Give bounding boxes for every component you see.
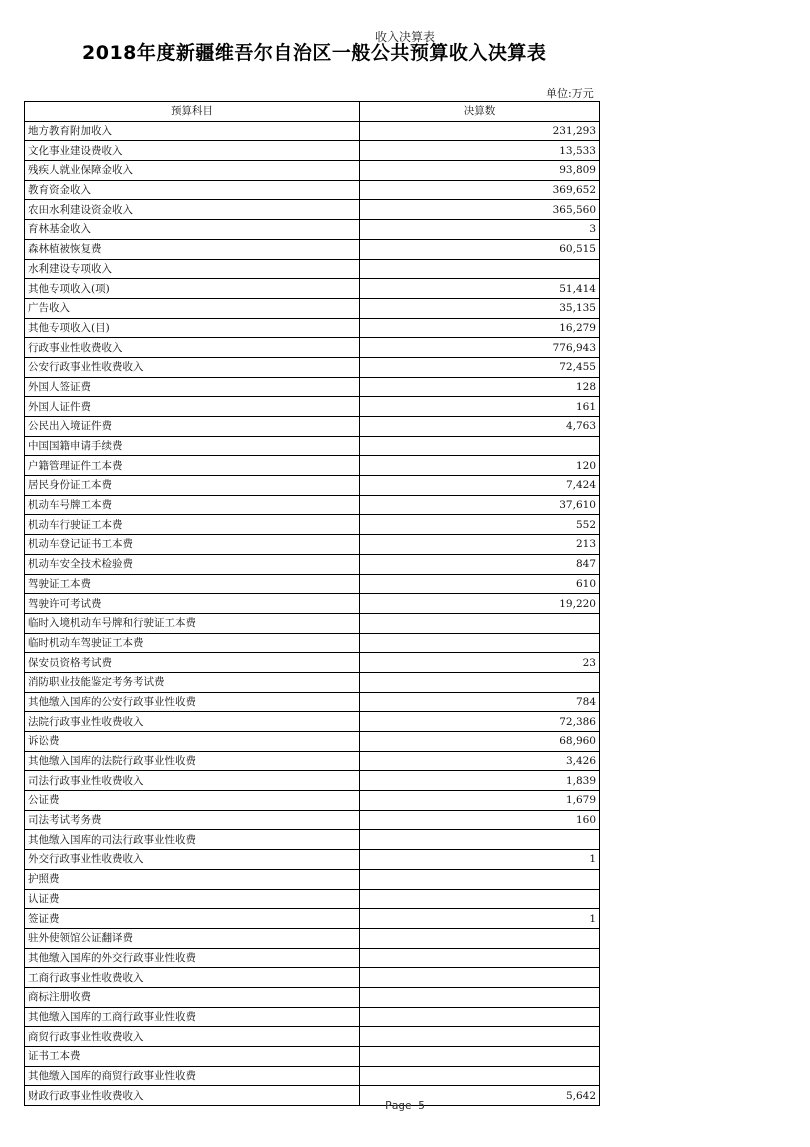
row-item-name: 广告收入: [25, 298, 360, 318]
row-item-name: 商贸行政事业性收费收入: [25, 1027, 360, 1047]
row-item-name: 文化事业建设费收入: [25, 141, 360, 161]
row-item-name: 外交行政事业性收费收入: [25, 850, 360, 870]
page-title: 2018年度新疆维吾尔自治区一般公共预算收入决算表: [82, 42, 547, 64]
row-item-value: 60,515: [360, 239, 600, 259]
row-item-name: 临时入境机动车号牌和行驶证工本费: [25, 613, 360, 633]
row-item-value: [360, 259, 600, 279]
row-item-value: [360, 987, 600, 1007]
table-row: [25, 672, 600, 692]
table-row: [25, 141, 600, 161]
row-item-name: 商标注册收费: [25, 987, 360, 1007]
row-item-value: 231,293: [360, 121, 600, 141]
row-item-value: 776,943: [360, 338, 600, 358]
table-row: [25, 318, 600, 338]
row-item-name: 残疾人就业保障金收入: [25, 161, 360, 181]
row-item-value: [360, 869, 600, 889]
row-item-name: 驾驶许可考试费: [25, 594, 360, 614]
table-row: [25, 220, 600, 240]
row-item-name: 外国人证件费: [25, 397, 360, 417]
row-item-name: 机动车安全技术检验费: [25, 554, 360, 574]
row-item-name: 司法考试考务费: [25, 810, 360, 830]
row-item-value: 160: [360, 810, 600, 830]
table-row: [25, 495, 600, 515]
row-item-value: 1: [360, 909, 600, 929]
row-item-name: 其他缴入国库的工商行政事业性收费: [25, 1007, 360, 1027]
table-row: [25, 515, 600, 535]
table-row: [25, 554, 600, 574]
table-row: [25, 791, 600, 811]
row-item-value: 213: [360, 535, 600, 555]
row-item-name: 机动车行驶证工本费: [25, 515, 360, 535]
row-item-value: 3,426: [360, 751, 600, 771]
row-item-value: [360, 928, 600, 948]
table-row: [25, 633, 600, 653]
row-item-name: 育林基金收入: [25, 220, 360, 240]
row-item-name: 法院行政事业性收费收入: [25, 712, 360, 732]
row-item-name: 公安行政事业性收费收入: [25, 357, 360, 377]
row-item-value: 1,679: [360, 791, 600, 811]
table-row: [25, 810, 600, 830]
table-row: [25, 279, 600, 299]
row-item-value: 51,414: [360, 279, 600, 299]
table-body: [25, 121, 600, 1105]
table-row: [25, 397, 600, 417]
row-item-name: 消防职业技能鉴定考务考试费: [25, 672, 360, 692]
row-item-name: 水利建设专项收入: [25, 259, 360, 279]
table-row: [25, 535, 600, 555]
table-row: [25, 692, 600, 712]
row-item-name: 地方教育附加收入: [25, 121, 360, 141]
row-item-name: 签证费: [25, 909, 360, 929]
budget-revenue-table: [24, 101, 600, 1106]
row-item-value: 3: [360, 220, 600, 240]
row-item-name: 保安员资格考试费: [25, 653, 360, 673]
table-row: [25, 732, 600, 752]
row-item-value: [360, 968, 600, 988]
row-item-value: 13,533: [360, 141, 600, 161]
row-item-name: 其他缴入国库的商贸行政事业性收费: [25, 1066, 360, 1086]
table-row: [25, 751, 600, 771]
row-item-value: [360, 1047, 600, 1067]
table-row: [25, 298, 600, 318]
table-row: [25, 456, 600, 476]
row-item-value: 552: [360, 515, 600, 535]
row-item-name: 其他缴入国库的外交行政事业性收费: [25, 948, 360, 968]
table-row: [25, 1066, 600, 1086]
row-item-value: 93,809: [360, 161, 600, 181]
row-item-name: 驾驶证工本费: [25, 574, 360, 594]
sheet-name-label: 收入决算表: [374, 30, 435, 44]
table-row: [25, 594, 600, 614]
table-row: [25, 436, 600, 456]
row-item-value: 161: [360, 397, 600, 417]
header-budget-item: 预算科目: [25, 102, 360, 122]
row-item-value: 784: [360, 692, 600, 712]
table-row: [25, 1007, 600, 1027]
table-row: [25, 377, 600, 397]
table-row: [25, 1047, 600, 1067]
row-item-name: 护照费: [25, 869, 360, 889]
row-item-name: 认证费: [25, 889, 360, 909]
table-row: [25, 239, 600, 259]
row-item-value: [360, 948, 600, 968]
row-item-name: 证书工本费: [25, 1047, 360, 1067]
row-item-name: 其他缴入国库的法院行政事业性收费: [25, 751, 360, 771]
table-row: [25, 180, 600, 200]
table-row: [25, 574, 600, 594]
table-row: [25, 338, 600, 358]
row-item-name: 中国国籍申请手续费: [25, 436, 360, 456]
row-item-name: 公证费: [25, 791, 360, 811]
row-item-value: [360, 889, 600, 909]
row-item-value: [360, 436, 600, 456]
row-item-value: 5,642: [360, 1086, 600, 1106]
table-row: [25, 948, 600, 968]
row-item-name: 其他缴入国库的司法行政事业性收费: [25, 830, 360, 850]
table-row: [25, 712, 600, 732]
row-item-value: 1: [360, 850, 600, 870]
row-item-value: [360, 1027, 600, 1047]
row-item-value: 16,279: [360, 318, 600, 338]
row-item-name: 财政行政事业性收费收入: [25, 1086, 360, 1106]
row-item-value: 1,839: [360, 771, 600, 791]
table-header-row: [25, 102, 600, 122]
row-item-name: 居民身份证工本费: [25, 476, 360, 496]
row-item-value: 7,424: [360, 476, 600, 496]
row-item-name: 外国人签证费: [25, 377, 360, 397]
table-row: [25, 889, 600, 909]
row-item-name: 驻外使领馆公证翻译费: [25, 928, 360, 948]
row-item-value: 365,560: [360, 200, 600, 220]
table-row: [25, 476, 600, 496]
table-row: [25, 1027, 600, 1047]
page-number: Page 5: [385, 1099, 425, 1112]
table-row: [25, 968, 600, 988]
row-item-value: 369,652: [360, 180, 600, 200]
table-row: [25, 850, 600, 870]
table-row: [25, 909, 600, 929]
row-item-name: 教育资金收入: [25, 180, 360, 200]
table-row: [25, 417, 600, 437]
row-item-value: 19,220: [360, 594, 600, 614]
row-item-value: 35,135: [360, 298, 600, 318]
row-item-value: 72,455: [360, 357, 600, 377]
row-item-value: 23: [360, 653, 600, 673]
table-row: [25, 200, 600, 220]
unit-label: 单位:万元: [546, 87, 594, 100]
table-row: [25, 653, 600, 673]
row-item-name: 其他缴入国库的公安行政事业性收费: [25, 692, 360, 712]
row-item-value: [360, 830, 600, 850]
row-item-name: 其他专项收入(目): [25, 318, 360, 338]
row-item-name: 行政事业性收费收入: [25, 338, 360, 358]
row-item-value: 847: [360, 554, 600, 574]
header-final-amount: 决算数: [360, 102, 600, 122]
row-item-name: 临时机动车驾驶证工本费: [25, 633, 360, 653]
table-row: [25, 357, 600, 377]
table-row: [25, 928, 600, 948]
row-item-value: 68,960: [360, 732, 600, 752]
row-item-value: 72,386: [360, 712, 600, 732]
row-item-value: [360, 1007, 600, 1027]
table-row: [25, 259, 600, 279]
table-row: [25, 771, 600, 791]
row-item-name: 工商行政事业性收费收入: [25, 968, 360, 988]
row-item-name: 司法行政事业性收费收入: [25, 771, 360, 791]
row-item-value: 4,763: [360, 417, 600, 437]
table-row: [25, 987, 600, 1007]
row-item-name: 其他专项收入(项): [25, 279, 360, 299]
row-item-value: [360, 613, 600, 633]
row-item-name: 农田水利建设资金收入: [25, 200, 360, 220]
row-item-name: 公民出入境证件费: [25, 417, 360, 437]
row-item-name: 机动车号牌工本费: [25, 495, 360, 515]
row-item-name: 诉讼费: [25, 732, 360, 752]
table-row: [25, 121, 600, 141]
row-item-name: 户籍管理证件工本费: [25, 456, 360, 476]
row-item-value: [360, 1066, 600, 1086]
row-item-value: [360, 672, 600, 692]
table-row: [25, 613, 600, 633]
table-row: [25, 830, 600, 850]
row-item-name: 森林植被恢复费: [25, 239, 360, 259]
row-item-value: 128: [360, 377, 600, 397]
table-row: [25, 161, 600, 181]
row-item-value: 610: [360, 574, 600, 594]
table-row: [25, 869, 600, 889]
row-item-value: 37,610: [360, 495, 600, 515]
row-item-name: 机动车登记证书工本费: [25, 535, 360, 555]
row-item-value: 120: [360, 456, 600, 476]
row-item-value: [360, 633, 600, 653]
